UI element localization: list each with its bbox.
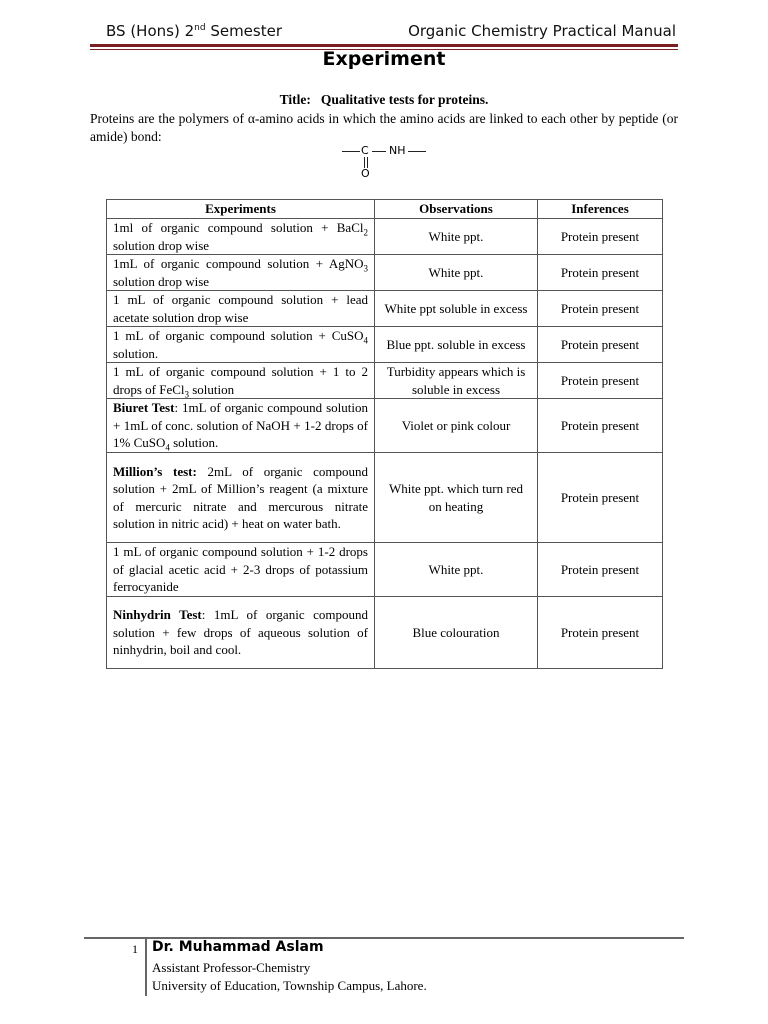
- experiment-cell: 1 mL of organic compound solution + CuSO$_4$ solution.: [107, 327, 375, 363]
- col-header-experiments: Experiments: [107, 200, 375, 219]
- inference-cell: Protein present: [538, 399, 663, 453]
- inference-cell: Protein present: [538, 597, 663, 669]
- header-course: BS (Hons) 2nd Semester: [106, 22, 282, 40]
- inference-cell: Protein present: [538, 327, 663, 363]
- page-heading: Experiment: [322, 48, 446, 70]
- inference-cell: Protein present: [538, 543, 663, 597]
- observation-cell: White ppt soluble in excess: [375, 291, 538, 327]
- observation-cell: White ppt.: [375, 219, 538, 255]
- table-row: [107, 543, 663, 597]
- table-row: [107, 219, 663, 255]
- intro-paragraph: Proteins are the polymers of α-amino acids in which the amino acids are linked to each other by peptide (or amide) bond:: [90, 111, 678, 144]
- table-row: [107, 597, 663, 669]
- table-row: [107, 291, 663, 327]
- author-name: Dr. Muhammad Aslam: [152, 939, 324, 955]
- observation-cell: Blue ppt. soluble in excess: [375, 327, 538, 363]
- title-text: Qualitative tests for proteins.: [320, 92, 489, 107]
- table-row: [107, 327, 663, 363]
- inference-cell: Protein present: [538, 453, 663, 543]
- table-header-row: [107, 200, 663, 219]
- bond-nh: NH: [389, 144, 406, 157]
- experiment-cell: Biuret Test: 1mL of organic compound solution + 1mL of conc. solution of NaOH + 1-2 drops of 1% CuSO$_4$ solution.: [107, 399, 375, 453]
- header-manual-title: Organic Chemistry Practical Manual: [408, 22, 676, 40]
- title-label: Title:: [279, 92, 311, 107]
- observation-cell: Blue colouration: [375, 597, 538, 669]
- table-row: [107, 363, 663, 399]
- experiment-cell: 1 mL of organic compound solution + lead acetate solution drop wise: [107, 291, 375, 327]
- bond-oxygen: O: [361, 167, 370, 180]
- table-row: [107, 453, 663, 543]
- experiment-cell: 1 mL of organic compound solution + 1-2 drops of glacial acetic acid + 2-3 drops of potassium ferrocyanide: [107, 543, 375, 597]
- experiment-cell: 1mL of organic compound solution + AgNO$_3$ solution drop wise: [107, 255, 375, 291]
- bond-carbon: C: [361, 144, 369, 157]
- author-position: Assistant Professor-Chemistry: [152, 960, 311, 975]
- observation-cell: White ppt. which turn red on heating: [375, 453, 538, 543]
- footer-divider: [145, 939, 147, 996]
- peptide-bond-structure: [340, 144, 440, 180]
- col-header-observations: Observations: [375, 200, 538, 219]
- experiment-cell: 1 mL of organic compound solution + 1 to 2 drops of FeCl$_3$ solution: [107, 363, 375, 399]
- experiment-title: [0, 92, 768, 108]
- experiment-cell: 1ml of organic compound solution + BaCl$_2$ solution drop wise: [107, 219, 375, 255]
- inference-cell: Protein present: [538, 291, 663, 327]
- header-rule-thick: [90, 44, 678, 47]
- table-row: [107, 399, 663, 453]
- inference-cell: Protein present: [538, 363, 663, 399]
- page-header: [92, 20, 676, 42]
- table-row: [107, 255, 663, 291]
- author-institution: University of Education, Township Campus, Lahore.: [152, 978, 427, 993]
- experiment-cell: Ninhydrin Test: 1mL of organic compound solution + few drops of aqueous solution of ninhydrin, boil and cool.: [107, 597, 375, 669]
- inference-cell: Protein present: [538, 219, 663, 255]
- page-number: 1: [132, 942, 138, 956]
- observation-cell: Turbidity appears which is soluble in excess: [375, 363, 538, 399]
- observation-cell: White ppt.: [375, 543, 538, 597]
- observation-cell: Violet or pink colour: [375, 399, 538, 453]
- observation-cell: White ppt.: [375, 255, 538, 291]
- protein-tests-table: [106, 199, 663, 669]
- experiment-cell: Million’s test: 2mL of organic compound solution + 2mL of Million’s reagent (a mixture of mercuric nitrate and mercurous nitrate solution in nitric acid) + heat on water bath.: [107, 453, 375, 543]
- inference-cell: Protein present: [538, 255, 663, 291]
- col-header-inferences: Inferences: [538, 200, 663, 219]
